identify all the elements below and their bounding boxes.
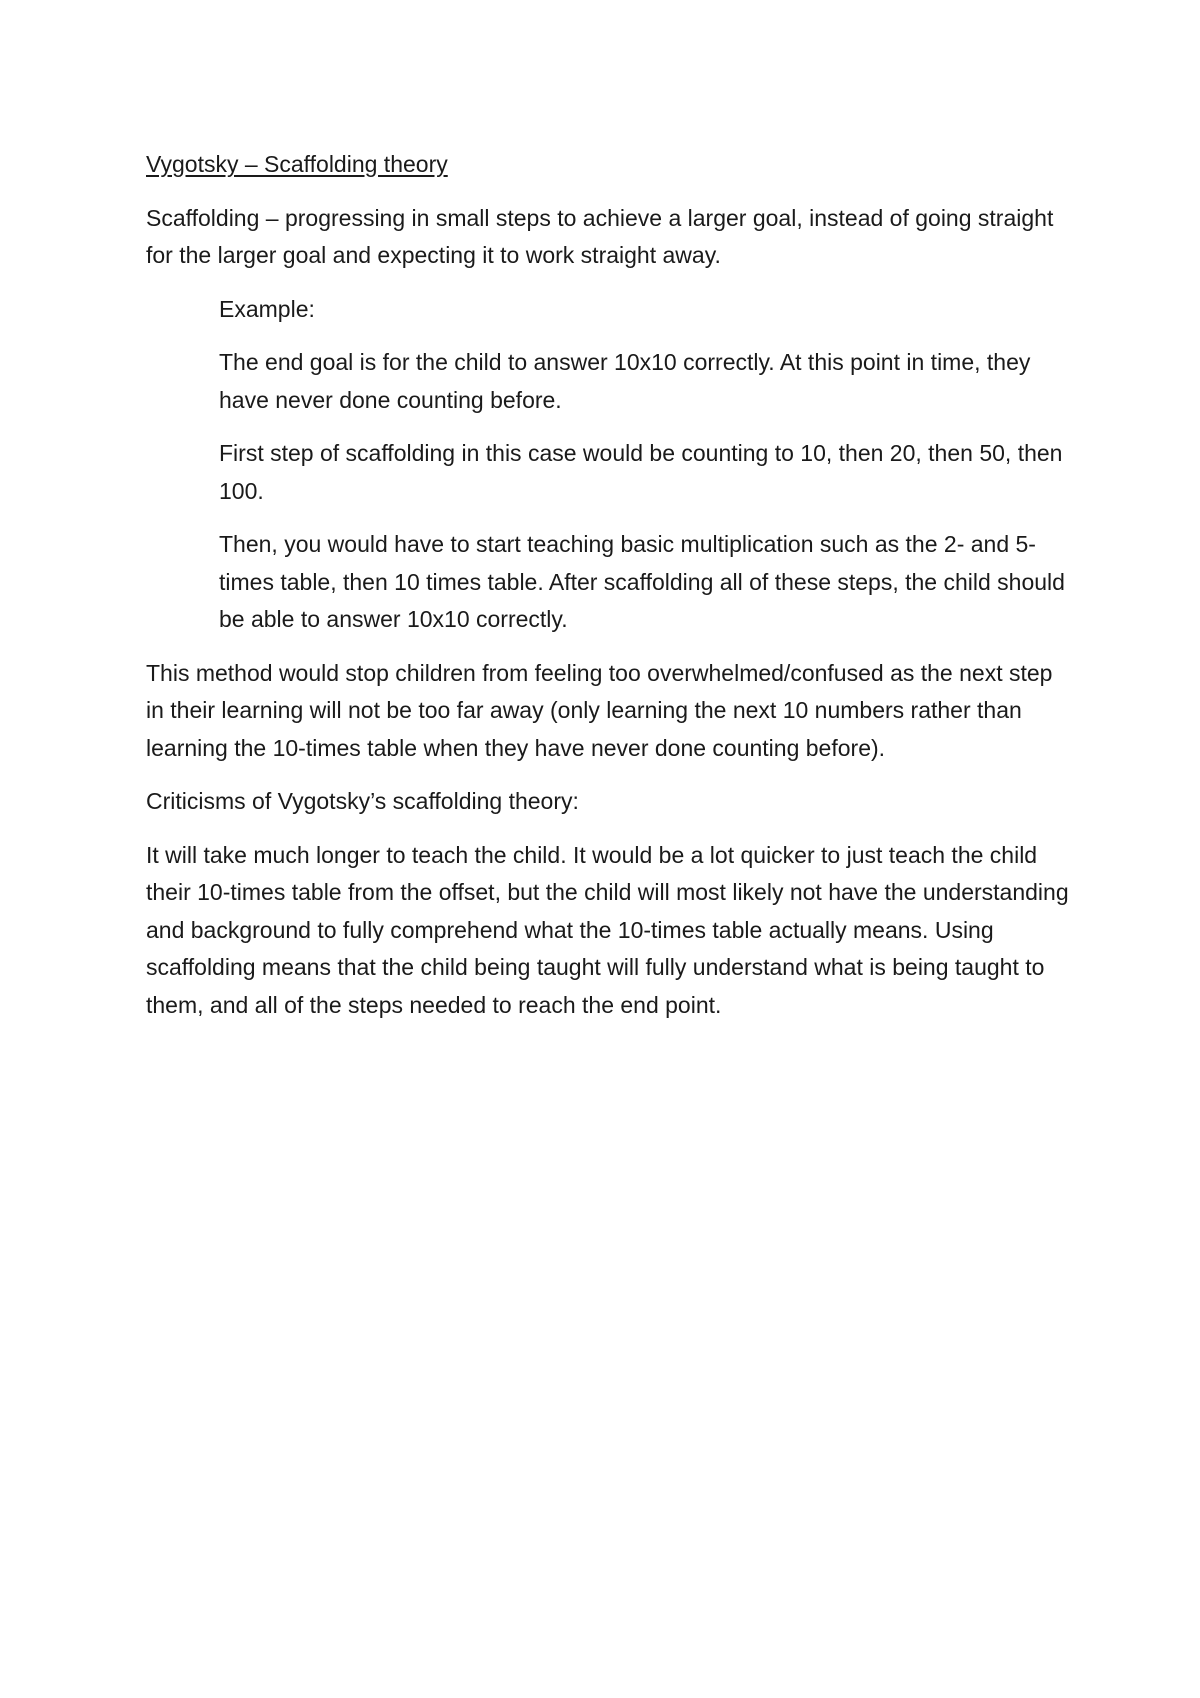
example-heading: Example:	[219, 295, 315, 322]
method-paragraph: This method would stop children from feeling too overwhelmed/confused as the next step in their learning will not be too far away (only learning the next 10 numbers rather than learning the 10-times table when they have never done counting before).	[146, 659, 1053, 761]
criticisms-paragraph: It will take much longer to teach the child. It would be a lot quicker to just teach the child their 10-times table from the offset, but the child will most likely not have the understanding and background to fully comprehend what the 10-times table actually means. Using scaffolding means that the child being taught will fully understand what is being taught to them, and all of the steps needed to reach the end point.	[146, 841, 1069, 1018]
example-paragraph-first-step: First step of scaffolding in this case would be counting to 10, then 20, then 50, then 100.	[219, 440, 1063, 504]
definition-paragraph: Scaffolding – progressing in small steps to achieve a larger goal, instead of going straight for the larger goal and expecting it to work straight away.	[146, 204, 1054, 268]
document-body	[146, 146, 1076, 1040]
example-paragraph-end-goal: The end goal is for the child to answer 10x10 correctly. At this point in time, they have never done counting before.	[219, 349, 1031, 413]
document-title: Vygotsky – Scaffolding theory	[146, 151, 448, 177]
criticisms-heading: Criticisms of Vygotsky’s scaffolding theory:	[146, 788, 579, 814]
example-paragraph-multiplication: Then, you would have to start teaching basic multiplication such as the 2- and 5-times table, then 10 times table. After scaffolding all of these steps, the child should be able to answer 10x10 correctly.	[219, 531, 1065, 632]
